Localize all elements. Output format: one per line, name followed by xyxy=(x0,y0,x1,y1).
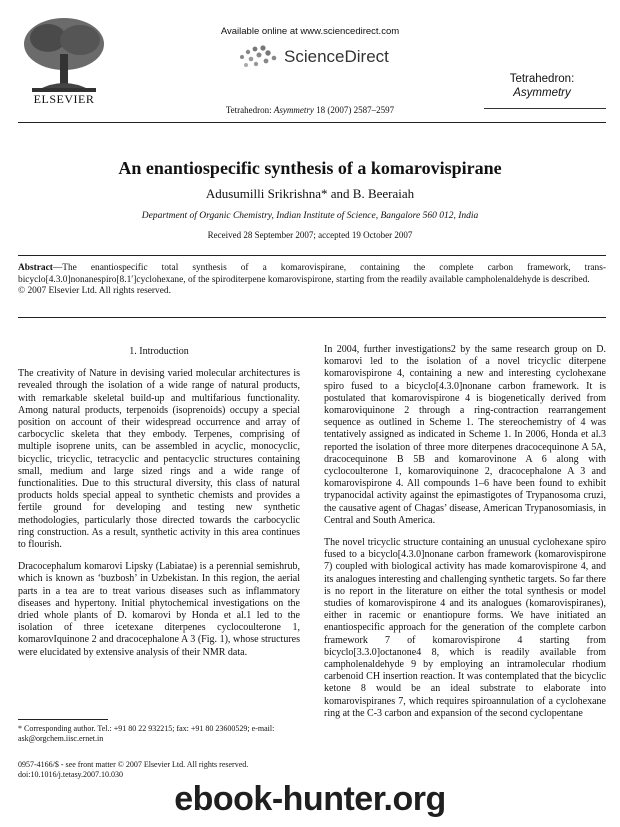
abstract-text: —The enantiospecific total synthesis of a komarovispirane, containing the complete carbon framework, trans-bicyclo[4.3.0]nonanespiro[8.1′]cyclohexane, of the spiroditerpene komarovispirone, starting from the readily available campholenaldehyde is described. xyxy=(18,263,606,285)
journal-title xyxy=(478,72,606,100)
corresponding-author-footnote: * Corresponding author. Tel.: +91 80 22 932215; fax: +91 80 23600529; e-mail: ask@orgchem.iisc.ernet.in xyxy=(18,724,275,743)
left-column xyxy=(18,346,300,659)
doi-link[interactable]: doi:10.1016/j.tetasy.2007.10.030 xyxy=(18,770,124,779)
watermark-text: ebook-hunter.org xyxy=(174,780,446,818)
citation-journal: Asymmetry xyxy=(273,105,314,115)
journal-title-line1: Tetrahedron: xyxy=(509,73,575,85)
article-authors: Adusumilli Srikrishna* and B. Beeraiah xyxy=(205,186,415,201)
sciencedirect-wordmark: ScienceDirect xyxy=(284,47,389,66)
publisher-name: ELSEVIER xyxy=(33,92,95,106)
journal-title-line2: Asymmetry xyxy=(513,87,571,99)
journal-citation xyxy=(0,105,620,115)
abstract-bottom-rule xyxy=(18,317,606,318)
section-heading-introduction: 1. Introduction xyxy=(129,346,189,357)
article-title: An enantiospecific synthesis of a komarovispirane xyxy=(118,158,502,178)
citation-suffix: 18 (2007) 2587–2597 xyxy=(313,105,395,115)
intro-paragraph-4: The novel tricyclic structure containing an unusual cyclohexane spiro fused to a bicyclo[4.3.0]nonane carbon framework (komarovispirone 7) coupled with biological activity has made komarovispirone 4, and its analogues interesting and challenging synthetic targets. So far there is no report in the literature on either the total synthesis or model studies of komarovispirone 4 and its analogues (komarovispiranes), either in racemic or enantiopure forms. We have initiated an enantiospecific approach for the generation of the complete carbon framework 7 of komarovispirone 4 starting from bicyclo[3.3.0]octanone4 8, which is readily available from campholenaldehyde 9 by employing an intramolecular rhodium carbenoid CH insertion reaction. It was contemplated that the bicyclic ketone 8 would be an ideal substrate to elaborate into komarovispiranes 7, which requires spiroannulation of a cyclohexane ring at the C-3 carbon and expansion of the second cyclopentane xyxy=(324,537,606,719)
issn-line: 0957-4166/$ - see front matter © 2007 Elsevier Ltd. All rights reserved. xyxy=(18,760,249,769)
abstract-label: Abstract xyxy=(18,263,53,273)
intro-paragraph-2: Dracocephalum komarovi Lipsky (Labiatae) is a perennial semishrub, which is known as ‘buzbosh’ in Uzbekistan. In this region, the aerial parts in a tea are to treat various diseases such as inflammatory diseases and hypertony. Initial phytochemical investigations on the dried whole plants of D. komarovi by Honda et al.1 led to the isolation of three icetexane diterpenes cyclocoulterone 1, komarovIquinone 2 and dracocephalone A 3 (Fig. 1), whose structures were elucidated by extensive analysis of their NMR data. xyxy=(18,561,300,658)
issn-doi-block xyxy=(18,760,318,780)
header-divider xyxy=(18,122,606,123)
footnote-rule xyxy=(18,719,108,720)
abstract-top-rule xyxy=(18,255,606,256)
citation-prefix: Tetrahedron: xyxy=(225,105,274,115)
received-dates: Received 28 September 2007; accepted 19 October 2007 xyxy=(207,230,413,240)
abstract xyxy=(18,263,606,298)
intro-paragraph-3: In 2004, further investigations2 by the same research group on D. komarovi led to the isolation of a novel tricyclic diterpene komarovispirone 4, containing a new and interesting cyclohexane spiro fused to a bicyclo[4.3.0]nonane carbon framework. It is postulated that komarovispirone 4 is biogenetically derived from komaroviquinone 2 through a ring-contraction rearrangement sequence as outlined in Scheme 1. The stereochemistry of 4 was tentatively assigned as indicated in Scheme 1. In 2006, Honda et al.3 reported the isolation of three more diterpenes dracocequinone A 5A, dracocequinone B 5B and komarovinone A 6 along with cyclocoulterone 1, komaroviquinone 2, dracocephalone A 3 and komarovispirone 4. All compounds 1–6 have been found to exhibit trypanocidal activity against the epimastigotes of Trypanosoma cruzi, the causative agent of Chagas’ disease, American Trypanosomiasis, in Central and South America. xyxy=(324,344,606,526)
author-affiliation: Department of Organic Chemistry, Indian Institute of Science, Bangalore 560 012, India xyxy=(141,211,479,221)
abstract-copyright: © 2007 Elsevier Ltd. All rights reserved. xyxy=(18,286,171,297)
intro-paragraph-1: The creativity of Nature in devising varied molecular architectures is revealed through the isolation of a wide range of natural products, with remarkable skeletal build-up and multifarious functionality. Among natural products, terpenoids (isoprenoids) occupy a special position on account of their widespread occurrence and array of carbocyclic skeleta that they embody. Terpenes, comprising of multiple isoprene units, can be assembled in acyclic, monocyclic, bicyclic, tricyclic, tetracyclic and pentacyclic structures containing small, medium and large sized rings and a wide range of functionalities. Due to this structural diversity, this class of natural products holds special appeal to synthetic chemists and provides a fertile ground for developing and testing new synthetic methodologies, particularly those directed towards the carbocyclic ring construction. As a result, synthetic activity in this area continues to flourish. xyxy=(18,368,300,551)
right-column xyxy=(324,344,606,720)
journal-rule xyxy=(484,108,606,109)
available-online-text[interactable]: Available online at www.sciencedirect.com xyxy=(220,26,400,37)
